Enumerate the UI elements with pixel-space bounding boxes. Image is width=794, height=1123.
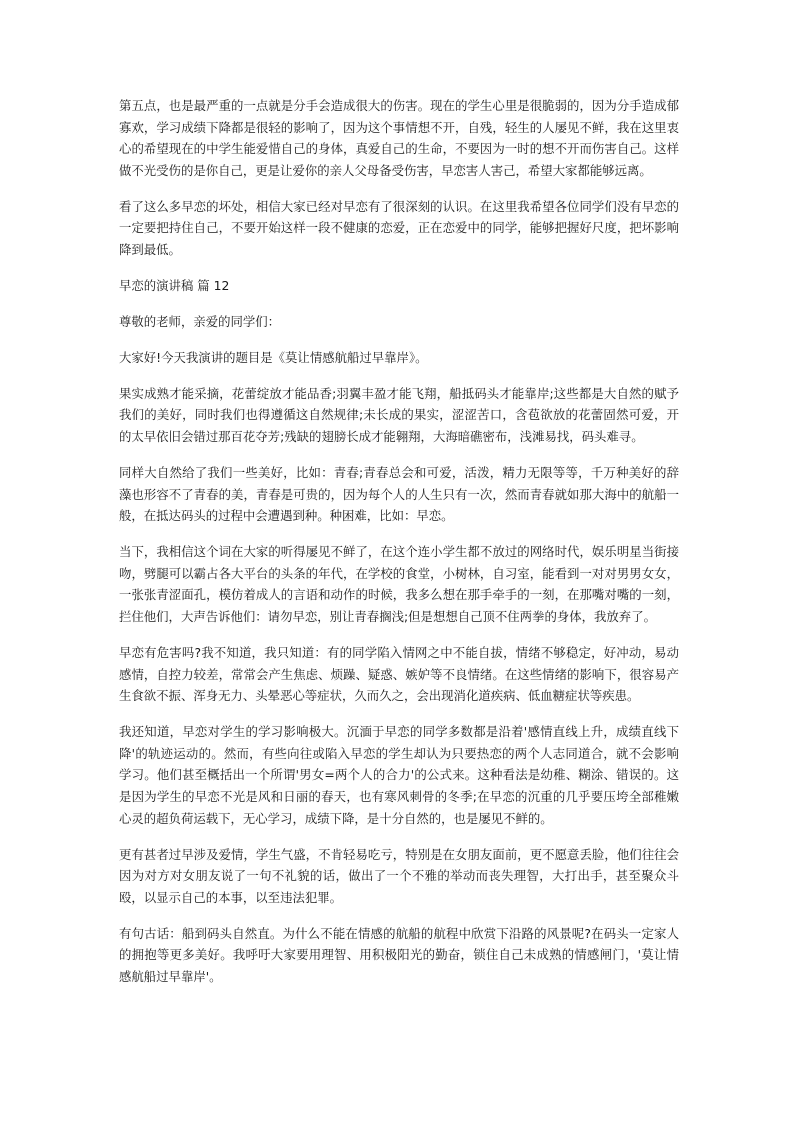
speech-opening: 大家好!今天我演讲的题目是《莫让情感航船过早靠岸》。 xyxy=(119,349,428,365)
paragraph-study-impact: 我还知道，早恋对学生的学习影响极大。沉湎于早恋的同学多数都是沿着'感情直线上升，成绩直线下降'的轨迹运动的。然而，有些向往或陷入早恋的学生却认为只要热恋的两个人志同道合，就不会影响学习。他们甚至概括出一个所谓'男女=两个人的合力'的公式来。这种看法是幼稚、糊涂、错误的。这是因为学生的早恋不光是风和日丽的春天，也有寒风刺骨的冬季;在早恋的沉重的几乎要压垮全部稚嫩心灵的超负荷运载下，无心学习，成绩下降，是十分自然的，也是屡见不鲜的。 xyxy=(119,724,679,826)
document-body xyxy=(119,95,679,1002)
paragraph-closing: 有句古话：船到码头自然直。为什么不能在情感的航船的航程中欣赏下沿路的风景呢?在码头一定家人的拥抱等更多美好。我呼吁大家要用理智、用积极阳光的勤奋，锁住自己未成熟的情感闸门，'莫让情感航船过早靠岸'。 xyxy=(119,925,679,984)
paragraph-youth: 同样大自然给了我们一些美好，比如：青春;青春总会和可爱，活泼，精力无限等等，千万种美好的辞藻也形容不了青春的美，青春是可贵的，因为每个人的人生只有一次，然而青春就如那大海中的航船一般，在抵达码头的过程中会遭遇到种。种困难，比如：早恋。 xyxy=(119,465,679,524)
salutation: 尊敬的老师，亲爱的同学们： xyxy=(119,313,281,329)
paragraph-crime-risk: 更有甚者过早涉及爱情，学生气盛，不肯轻易吃亏，特别是在女朋友面前，更不愿意丢脸，他们往往会因为对方对女朋友说了一句不礼貌的话，做出了一个不雅的举动而丧失理智，大打出手，甚至聚众斗殴，以显示自己的本事，以至违法犯罪。 xyxy=(119,846,679,905)
paragraph-conclusion: 看了这么多早恋的坏处，相信大家已经对早恋有了很深刻的认识。在这里我希望各位同学们没有早恋的一定要把持住自己，不要开始这样一段不健康的恋爱，正在恋爱中的同学，能够把握好尺度，把坏影响降到最低。 xyxy=(119,198,679,257)
section-title: 早恋的演讲稿 篇 12 xyxy=(119,277,230,293)
paragraph-nature-law: 果实成熟才能采摘，花蕾绽放才能品香;羽翼丰盈才能飞翔，船抵码头才能靠岸;这些都是大自然的赋予我们的美好，同时我们也得遵循这自然规律;未长成的果实，涩涩苦口，含苞欲放的花蕾固然可爱，开的太早依旧会错过那百花夺芳;残缺的翅膀长成才能翱翔，大海暗礁密布，浅滩易找，码头难寻。 xyxy=(119,385,679,445)
paragraph-breakup-harm: 第五点，也是最严重的一点就是分手会造成很大的伤害。现在的学生心里是很脆弱的，因为分手造成郁寡欢，学习成绩下降都是很轻的影响了，因为这个事情想不开，自残，轻生的人屡见不鲜，我在这里衷心的希望现在的中学生能爱惜自己的身体，真爱自己的生命，不要因为一时的想不开而伤害自己。这样做不光受伤的是你自己，更是让爱你的亲人父母备受伤害，早恋害人害己，希望大家都能够远离。 xyxy=(119,98,679,178)
paragraph-current-era: 当下，我相信这个词在大家的听得屡见不鲜了，在这个连小学生都不放过的网络时代，娱乐明星当街接吻，劈腿可以霸占各大平台的头条的年代，在学校的食堂，小树林，自习室，能看到一对对男男女女，一张张青涩面孔，模仿着成人的言语和动作的时候，我多么想在那手牵手的一刻，在那嘴对嘴的一刻，拦住他们，大声告诉他们：请勿早恋，别让青春搁浅;但是想想自己顶不住两拳的身体，我放弃了。 xyxy=(119,544,679,625)
paragraph-health-harm: 早恋有危害吗?我不知道，我只知道：有的同学陷入情网之中不能自拔，情绪不够稳定，好冲动，易动感情，自控力较差，常常会产生焦虑、烦躁、疑惑、嫉妒等不良情绪。在这些情绪的影响下，很容易产生食欲不振、浑身无力、头晕恶心等症状，久而久之，会出现消化道疾病、低血糖症状等疾患。 xyxy=(119,645,679,704)
